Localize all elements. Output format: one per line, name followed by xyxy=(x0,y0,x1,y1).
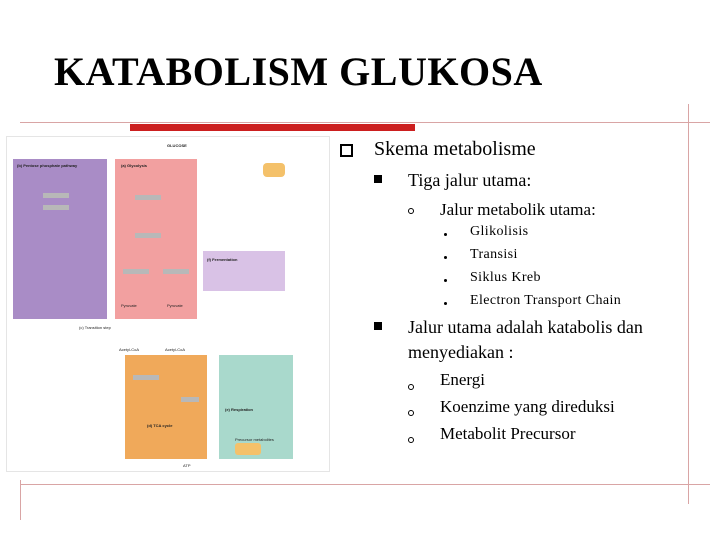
glycolysis-box xyxy=(115,159,197,319)
title-accent-bar xyxy=(130,124,415,131)
pentose-pathway-box xyxy=(13,159,107,319)
pentose-title: (b) Pentose phosphate pathway xyxy=(17,163,78,168)
slide-title: KATABOLISM GLUKOSA xyxy=(54,49,543,94)
pathway-siklus-kreb: Siklus Kreb xyxy=(470,270,541,285)
tca-title: (d) TCA cycle xyxy=(147,423,173,428)
metabolism-figure xyxy=(6,136,330,472)
circle-bullet-icon xyxy=(408,208,414,214)
top-divider xyxy=(20,122,710,123)
dot-bullet-icon xyxy=(444,233,447,236)
respiration-title: (e) Respiration xyxy=(225,407,254,412)
precursor-box-top xyxy=(263,163,285,177)
glucose-label: GLUCOSE xyxy=(167,143,187,148)
right-rule xyxy=(688,104,689,504)
glycolysis-title: (a) Glycolysis xyxy=(121,163,148,168)
circle-bullet-icon xyxy=(408,410,414,416)
atp-label: ATP xyxy=(183,463,191,468)
item-koenzime: Koenzime yang direduksi xyxy=(440,397,615,416)
pentose-step xyxy=(43,205,69,210)
pyruvate-label: Pyruvate xyxy=(121,303,137,308)
bullet-tiga-jalur: Tiga jalur utama: xyxy=(408,170,532,190)
pathway-etc: Electron Transport Chain xyxy=(470,293,622,308)
transition-label: (c) Transition step xyxy=(79,325,111,330)
dot-bullet-icon xyxy=(444,279,447,282)
dot-bullet-icon xyxy=(444,256,447,259)
pathway-transisi: Transisi xyxy=(470,247,518,262)
pyruvate-label-2: Pyruvate xyxy=(167,303,183,308)
acetyl-coa-label-2: Acetyl-CoA xyxy=(165,347,186,352)
item-energi: Energi xyxy=(440,370,486,389)
square-bullet-icon xyxy=(374,175,382,183)
checkbox-bullet-icon xyxy=(340,144,353,157)
square-bullet-icon xyxy=(374,322,382,330)
circle-bullet-icon xyxy=(408,384,414,390)
bullet-jalur-metabolik: Jalur metabolik utama: xyxy=(440,200,596,219)
tca-cycle-box xyxy=(125,355,207,459)
glycolysis-step xyxy=(163,269,189,274)
tca-step xyxy=(181,397,199,402)
glycolysis-step xyxy=(123,269,149,274)
item-metabolit: Metabolit Precursor xyxy=(440,424,576,443)
dot-bullet-icon xyxy=(444,302,447,305)
circle-bullet-icon xyxy=(408,437,414,443)
tca-step xyxy=(133,375,159,380)
bottom-divider xyxy=(20,484,710,485)
precursor-box-bottom xyxy=(235,443,261,455)
acetyl-coa-label: Acetyl-CoA xyxy=(119,347,140,352)
glycolysis-step xyxy=(135,233,161,238)
bullet-jalur-utama-line1: Jalur utama adalah katabolis dan xyxy=(408,317,643,337)
bullet-jalur-utama-line2: menyediakan : xyxy=(408,342,514,362)
precursor-label: Precursor metabolites xyxy=(235,437,274,442)
pathway-glikolisis: Glikolisis xyxy=(470,224,529,239)
fermentation-title: (f) Fermentation xyxy=(207,257,238,262)
glycolysis-step xyxy=(135,195,161,200)
outline-heading: Skema metabolisme xyxy=(374,138,536,160)
left-rule xyxy=(20,480,21,520)
pentose-step xyxy=(43,193,69,198)
